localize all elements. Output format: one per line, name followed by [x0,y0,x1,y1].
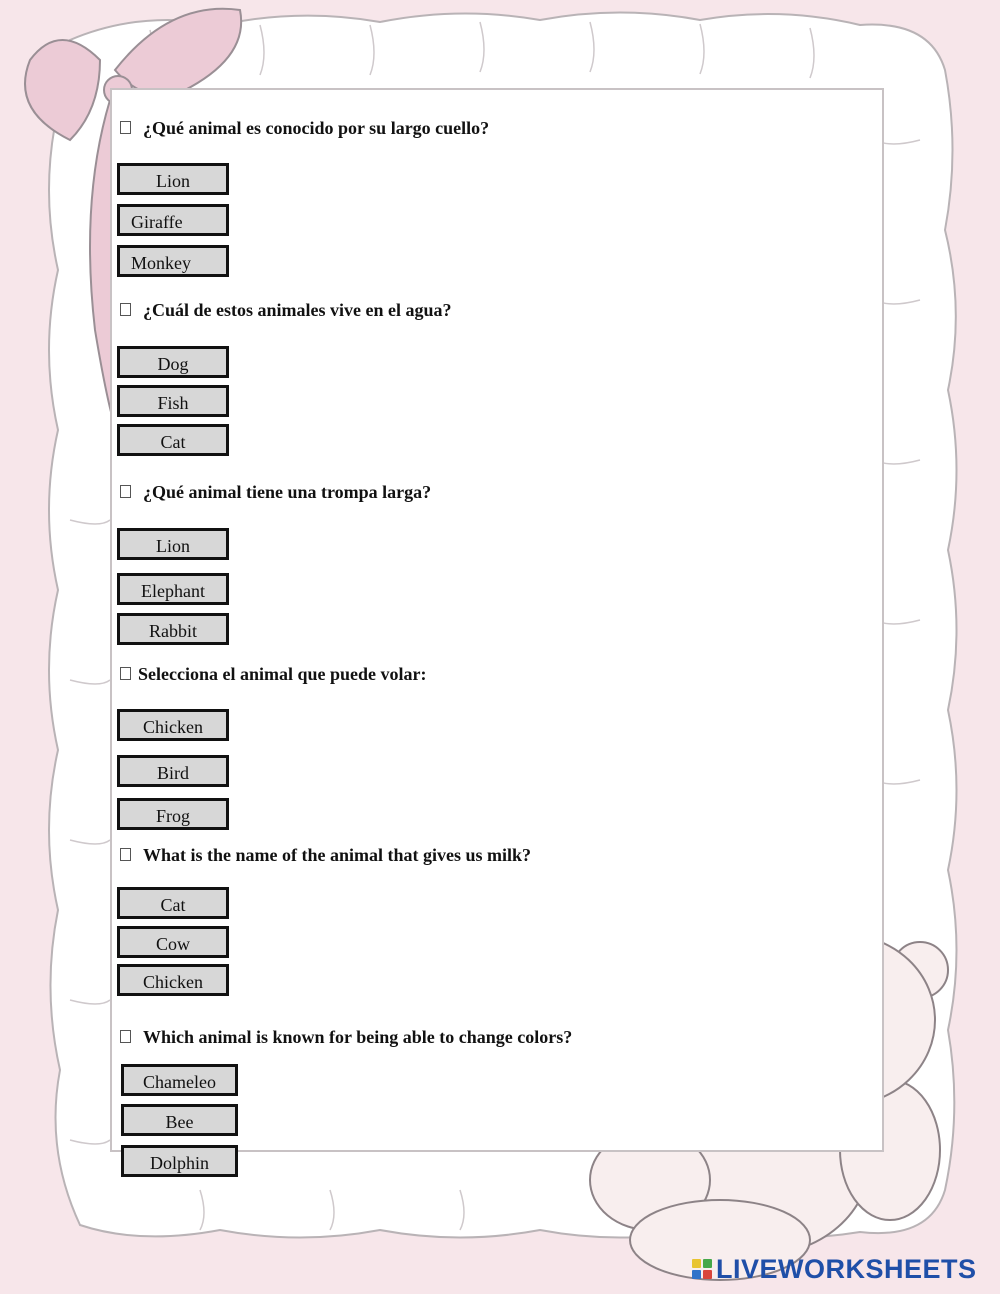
option-button[interactable]: Bird [117,755,229,787]
checkbox-icon [120,303,131,316]
checkbox-icon [120,121,131,134]
option-button[interactable]: Chameleo [121,1064,238,1096]
option-button[interactable]: Cow [117,926,229,958]
option-button[interactable]: Frog [117,798,229,830]
checkbox-icon [120,1030,131,1043]
question-1-text: ¿Qué animal es conocido por su largo cuello? [143,118,490,138]
question-3 [120,482,431,503]
option-button[interactable]: Fish [117,385,229,417]
question-6 [120,1027,572,1048]
option-button[interactable]: Chicken [117,964,229,996]
question-4-text: Selecciona el animal que puede volar: [138,664,427,684]
question-5-text: What is the name of the animal that gives us milk? [143,845,532,865]
question-5 [120,845,531,866]
question-2 [120,300,452,321]
question-2-text: ¿Cuál de estos animales vive en el agua? [143,300,452,320]
option-button[interactable]: Lion [117,528,229,560]
option-button[interactable]: Chicken [117,709,229,741]
checkbox-icon [120,848,131,861]
question-4 [120,664,426,685]
option-button[interactable]: Cat [117,887,229,919]
question-6-text: Which animal is known for being able to change colors? [143,1027,573,1047]
option-button[interactable]: Dolphin [121,1145,238,1177]
liveworksheets-logo [692,1254,977,1284]
option-button[interactable]: Rabbit [117,613,229,645]
logo-text: LIVEWORKSHEETS [716,1253,977,1284]
option-button[interactable]: Cat [117,424,229,456]
question-1 [120,118,489,139]
question-3-text: ¿Qué animal tiene una trompa larga? [143,482,432,502]
option-button[interactable]: Lion [117,163,229,195]
option-button[interactable]: Elephant [117,573,229,605]
option-button[interactable]: Giraffe [117,204,229,236]
option-button[interactable]: Bee [121,1104,238,1136]
option-button[interactable]: Monkey [117,245,229,277]
logo-mark-icon [692,1259,712,1279]
checkbox-icon [120,485,131,498]
option-button[interactable]: Dog [117,346,229,378]
checkbox-icon [120,667,131,680]
